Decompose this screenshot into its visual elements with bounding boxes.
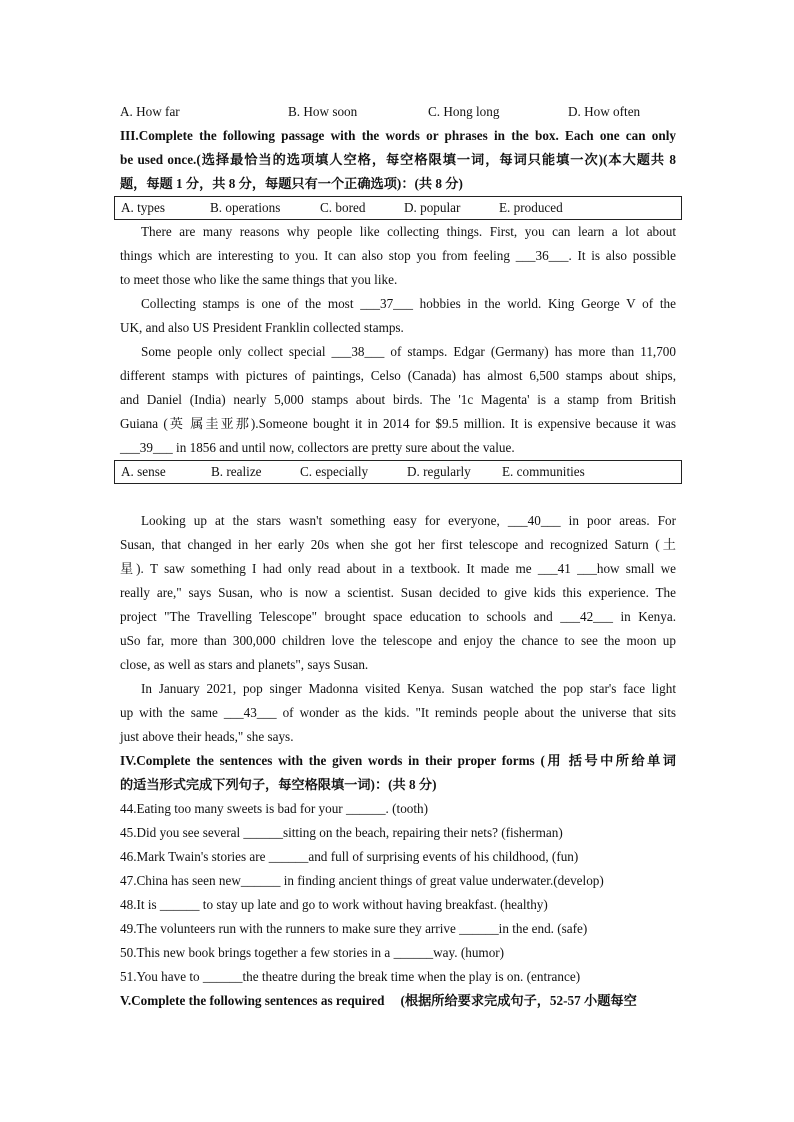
question-50: 50.This new book brings together a few stories in a ______way. (humor) xyxy=(120,945,505,960)
section5-heading xyxy=(120,989,676,1013)
passage2-line: Susan, that changed in her early 20s when she got her first telescope and recognized Saturn (土 xyxy=(120,537,676,552)
section3-heading-line3: 题，每题 1 分，共 8 分，每题只有一个正确选项)：(共 8 分) xyxy=(120,176,463,191)
word-box-1-c: C. bored xyxy=(320,200,366,215)
question-48: 48.It is ______ to stay up late and go to work without having breakfast. (healthy) xyxy=(120,897,548,912)
q35-option-b: B. How soon xyxy=(288,104,358,119)
page-content xyxy=(120,100,676,1013)
word-box-2-c: C. especially xyxy=(300,464,369,479)
passage1-line: Guiana (英 属圭亚那).Someone bought it in 2014 for $9.5 million. It is expensive because it was xyxy=(120,416,676,431)
question-51: 51.You have to ______the theatre during the break time when the play is on. (entrance) xyxy=(120,969,581,984)
passage2-line: close, as well as stars and planets", says Susan. xyxy=(120,657,369,672)
word-box-2-e: E. communities xyxy=(502,464,585,479)
word-box-1-b: B. operations xyxy=(210,200,281,215)
question-49: 49.The volunteers run with the runners to make sure they arrive ______in the end. (safe) xyxy=(120,921,588,936)
word-box-2 xyxy=(114,460,682,484)
section3-heading-line2: be used once.(选择最恰当的选项填人空格，每空格限填一词，每词只能填一次)(本大题共 8 xyxy=(120,152,676,167)
word-box-2-d: D. regularly xyxy=(407,464,471,479)
question-47: 47.China has seen new______ in finding ancient things of great value underwater.(develop) xyxy=(120,873,604,888)
passage2-line: really are," says Susan, who is now a scientist. Susan decided to give kids this experience. The xyxy=(120,585,676,600)
question-46: 46.Mark Twain's stories are ______and full of surprising events of his childhood, (fun) xyxy=(120,849,579,864)
passage2-line: uSo far, more than 300,000 children love the telescope and enjoy the chance to see the moon up xyxy=(120,633,676,648)
passage1-line: There are many reasons why people like collecting things. First, you can learn a lot about xyxy=(141,224,676,239)
passage2-line: just above their heads," she says. xyxy=(120,729,294,744)
q35-option-a: A. How far xyxy=(120,104,180,119)
q35-option-c: C. Hong long xyxy=(428,104,500,119)
question-45: 45.Did you see several ______sitting on the beach, repairing their nets? (fisherman) xyxy=(120,825,563,840)
passage1-line: ___39___ in 1856 and until now, collectors are pretty sure about the value. xyxy=(120,440,515,455)
section3-heading-line1: III.Complete the following passage with the words or phrases in the box. Each one can only xyxy=(120,128,676,143)
section4-heading-line2: 的适当形式完成下列句子，每空格限填一词)：(共 8 分) xyxy=(120,777,437,792)
passage2-line: 星). T saw something I had only read about in a textbook. It made me ___41 ___how small we xyxy=(120,561,676,576)
word-box-1 xyxy=(114,196,682,220)
passage2-line: In January 2021, pop singer Madonna visited Kenya. Susan watched the pop star's face light xyxy=(141,681,676,696)
word-box-2-a: A. sense xyxy=(121,464,166,479)
section5-heading-en: V.Complete the following sentences as required xyxy=(120,993,385,1008)
section5-heading-cn: (根据所给要求完成句子，52-57 小题每空 xyxy=(400,993,637,1008)
word-box-1-e: E. produced xyxy=(499,200,563,215)
q35-option-d: D. How often xyxy=(568,104,641,119)
passage1-line: UK, and also US President Franklin collected stamps. xyxy=(120,320,404,335)
q35-options xyxy=(120,100,676,124)
passage1-line: Some people only collect special ___38___ of stamps. Edgar (Germany) has more than 11,700 xyxy=(141,344,676,359)
question-44: 44.Eating too many sweets is bad for your ______. (tooth) xyxy=(120,801,429,816)
section4-heading-line1: IV.Complete the sentences with the given words in their proper forms (用 括号中所给单词 xyxy=(120,753,676,768)
passage2-line: Looking up at the stars wasn't something easy for everyone, ___40___ in poor areas. For xyxy=(141,513,676,528)
word-box-1-d: D. popular xyxy=(404,200,461,215)
word-box-2-b: B. realize xyxy=(211,464,262,479)
passage2-line: up with the same ___43___ of wonder as the kids. "It reminds people about the universe that sits xyxy=(120,705,676,720)
passage1-line: things which are interesting to you. It can also stop you from feeling ___36___. It is also possible xyxy=(120,248,676,263)
passage2-line: project "The Travelling Telescope" brought space education to schools and ___42___ in Kenya. xyxy=(120,609,676,624)
word-box-1-a: A. types xyxy=(121,200,165,215)
passage1-line: and Daniel (India) nearly 5,000 stamps about birds. The '1c Magenta' is a stamp from British xyxy=(120,392,676,407)
passage1-line: Collecting stamps is one of the most ___37___ hobbies in the world. King George V of the xyxy=(141,296,676,311)
passage1-line: to meet those who like the same things that you like. xyxy=(120,272,398,287)
passage1-line: different stamps with pictures of paintings, Celso (Canada) has almost 6,500 stamps about ships, xyxy=(120,368,676,383)
